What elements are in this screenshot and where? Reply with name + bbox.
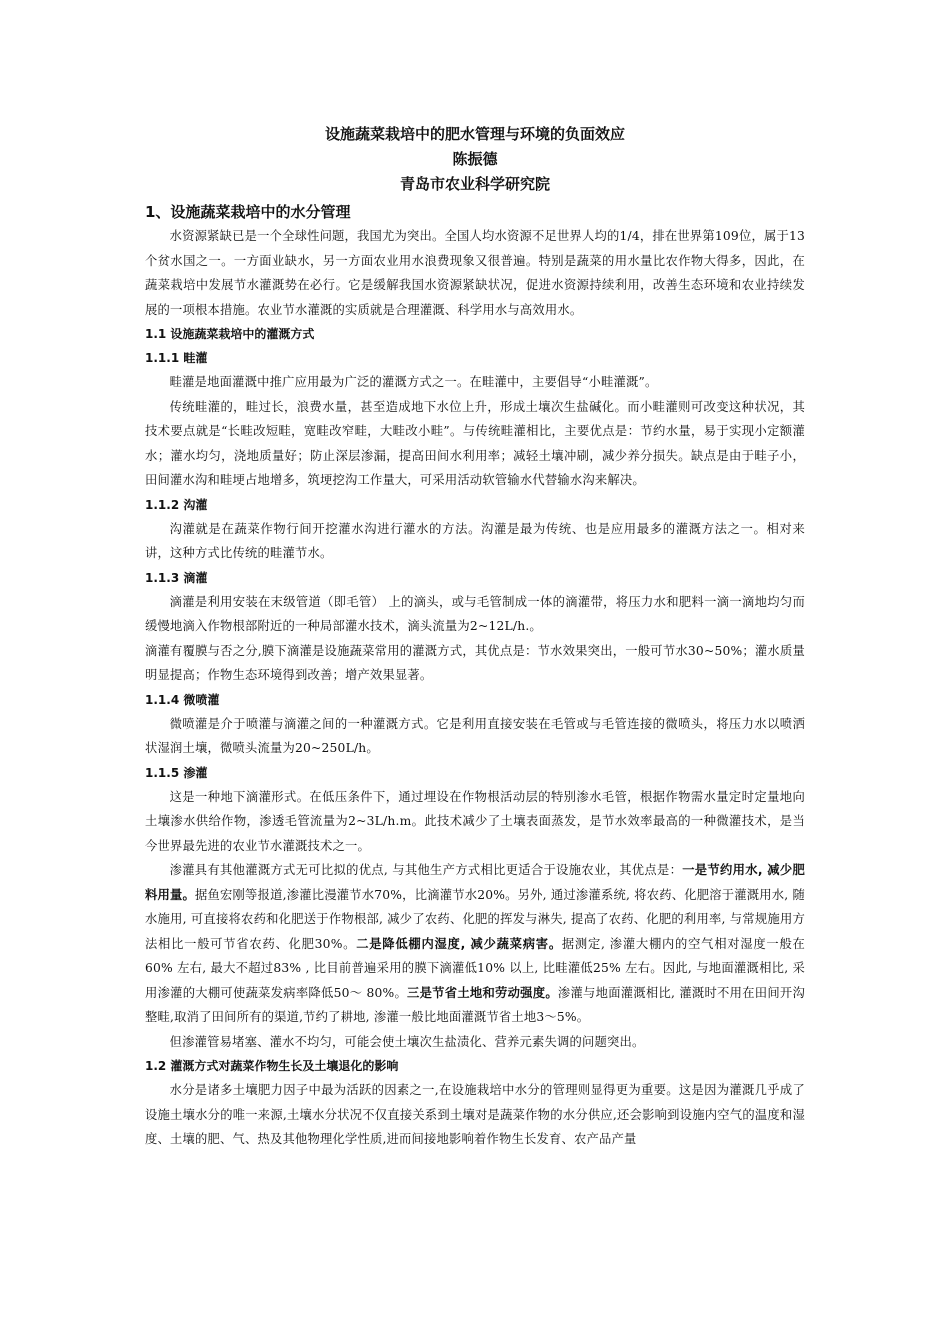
paragraph: 水分是诸多土壤肥力因子中最为活跃的因素之一,在设施栽培中水分的管理则显得更为重要。这是因为灌溉几乎成了设施土壤水分的唯一来源,土壤水分状况不仅直接关系到土壤对是蔬菜作物的水分供应,还会影响到设施内空气的温度和湿度、土壤的肥、气、热及其他物理化学性质,进而间接地影响着作物生长发育、农产品产量	[145, 1083, 805, 1146]
paragraph: 但渗灌管易堵塞、灌水不均匀，可能会使土壤次生盐渍化、营养元素失调的问题突出。	[169, 1034, 645, 1049]
bold-text-run: 一是节约用水, 减少肥料用量。	[145, 863, 805, 902]
text-run: 渗灌具有其他灌溉方式无可比拟的优点, 与其他生产方式相比更适合于设施农业，其优点是：	[169, 863, 683, 877]
section-heading-1: 1、设施蔬菜栽培中的水分管理	[145, 203, 351, 221]
section-heading-1-1-3: 1.1.3 滴灌	[145, 570, 208, 585]
paragraph-with-emphasis	[145, 858, 805, 1030]
paragraph: 传统畦灌的，畦过长，浪费水量，甚至造成地下水位上升，形成土壤次生盐碱化。而小畦灌则可改变这种状况，其技术要点就是“长畦改短畦，宽畦改窄畦，大畦改小畦”。与传统畦灌相比，主要优点是：节约水量，易于实现小定额灌水；灌水均匀，浇地质量好；防止深层渗漏，提高田间水利用率；减轻土壤冲刷，减少养分损失。缺点是由于畦子小，田间灌水沟和畦埂占地增多，筑埂挖沟工作量大，可采用活动软管输水代替输水沟来解决。	[145, 399, 805, 487]
paragraph: 沟灌就是在蔬菜作物行间开挖灌水沟进行灌水的方法。沟灌是最为传统、也是应用最多的灌溉方法之一。相对来讲，这种方式比传统的畦灌节水。	[145, 521, 805, 560]
paragraph: 滴灌有覆膜与否之分,膜下滴灌是设施蔬菜常用的灌溉方式，其优点是：节水效果突出，一般可节水30~50%；灌水质量明显提高；作物生态环境得到改善；增产效果显著。	[145, 643, 805, 682]
section-heading-1-1-5: 1.1.5 渗灌	[145, 765, 208, 780]
author-affiliation: 青岛市农业科学研究院	[399, 175, 550, 193]
author-name: 陈振德	[452, 150, 498, 168]
section-heading-1-1-1: 1.1.1 畦灌	[145, 351, 208, 365]
section-heading-1-1-2: 1.1.2 沟灌	[145, 497, 208, 512]
text-run: 渗灌与地面灌溉相比, 灌溉时不用在田间开沟整畦,取消了田间所有的渠道,节约了耕地, 渗灌一般比地面灌溉节省土地3～5%。	[145, 985, 805, 1024]
document-page	[145, 122, 805, 1152]
paragraph: 滴灌是利用安装在末级管道（即毛管） 上的滴头，或与毛管制成一体的滴灌带，将压力水和肥料一滴一滴地均匀而缓慢地滴入作物根部附近的一种局部灌水技术，滴头流量为2~12L/h.。	[145, 594, 805, 633]
document-title: 设施蔬菜栽培中的肥水管理与环境的负面效应	[324, 125, 625, 143]
section-1-intro-paragraph: 水资源紧缺已是一个全球性问题，我国尤为突出。全国人均水资源不足世界人均的1/4，排在世界第109位，属于13个贫水国之一。一方面业缺水，另一方面农业用水浪费现象又很普遍。特别是蔬菜的用水量比农作物大得多，因此，在蔬菜栽培中发展节水灌溉势在必行。它是缓解我国水资源紧缺状况，促进水资源持续利用，改善生态环境和农业持续发展的一项根本措施。农业节水灌溉的实质就是合理灌溉、科学用水与高效用水。	[145, 229, 805, 317]
paragraph: 微喷灌是介于喷灌与滴灌之间的一种灌溉方式。它是利用直接安装在毛管或与毛管连接的微喷头，将压力水以喷洒状湿润土壤，微喷头流量为20~250L/h。	[145, 716, 805, 755]
section-heading-1-1-4: 1.1.4 微喷灌	[145, 692, 220, 707]
section-heading-1-2: 1.2 灌溉方式对蔬菜作物生长及土壤退化的影响	[145, 1059, 399, 1073]
text-run: 据鱼宏刚等报道,渗灌比漫灌节水70%，比滴灌节水20%。另外, 通过渗灌系统, 将农药、化肥溶于灌溉用水, 随水施用, 可直接将农药和化肥送于作物根部, 减少了农药、化肥的挥发与淋失, 提高了农药、化肥的利用率, 与常规施用方法相比一般可节省农药、化肥30%。	[145, 887, 805, 951]
paragraph: 这是一种地下滴灌形式。在低压条件下，通过埋设在作物根活动层的特别渗水毛管，根据作物需水量定时定量地向土壤渗水供给作物，渗透毛管流量为2~3L/h.m。此技术减少了土壤表面蒸发，是节水效率最高的一种微灌技术，是当今世界最先进的农业节水灌溉技术之一。	[145, 789, 805, 853]
bold-text-run: 三是节省土地和劳动强度。	[407, 985, 558, 1000]
section-heading-1-1: 1.1 设施蔬菜栽培中的灌溉方式	[145, 327, 315, 341]
text-run: 据测定, 渗灌大棚内的空气相对湿度一般在60% 左右, 最大不超过83% , 比目前普遍采用的膜下滴灌低10% 以上, 比畦灌低25% 左右。因此, 与地面灌溉相比, 采用渗灌的大棚可使蔬菜发病率降低50～ 80%。	[145, 936, 806, 1000]
bold-text-run: 二是降低棚内湿度, 减少蔬菜病害。	[356, 936, 562, 951]
paragraph: 畦灌是地面灌溉中推广应用最为广泛的灌溉方式之一。在畦灌中，主要倡导“小畦灌溉”。	[169, 375, 658, 389]
